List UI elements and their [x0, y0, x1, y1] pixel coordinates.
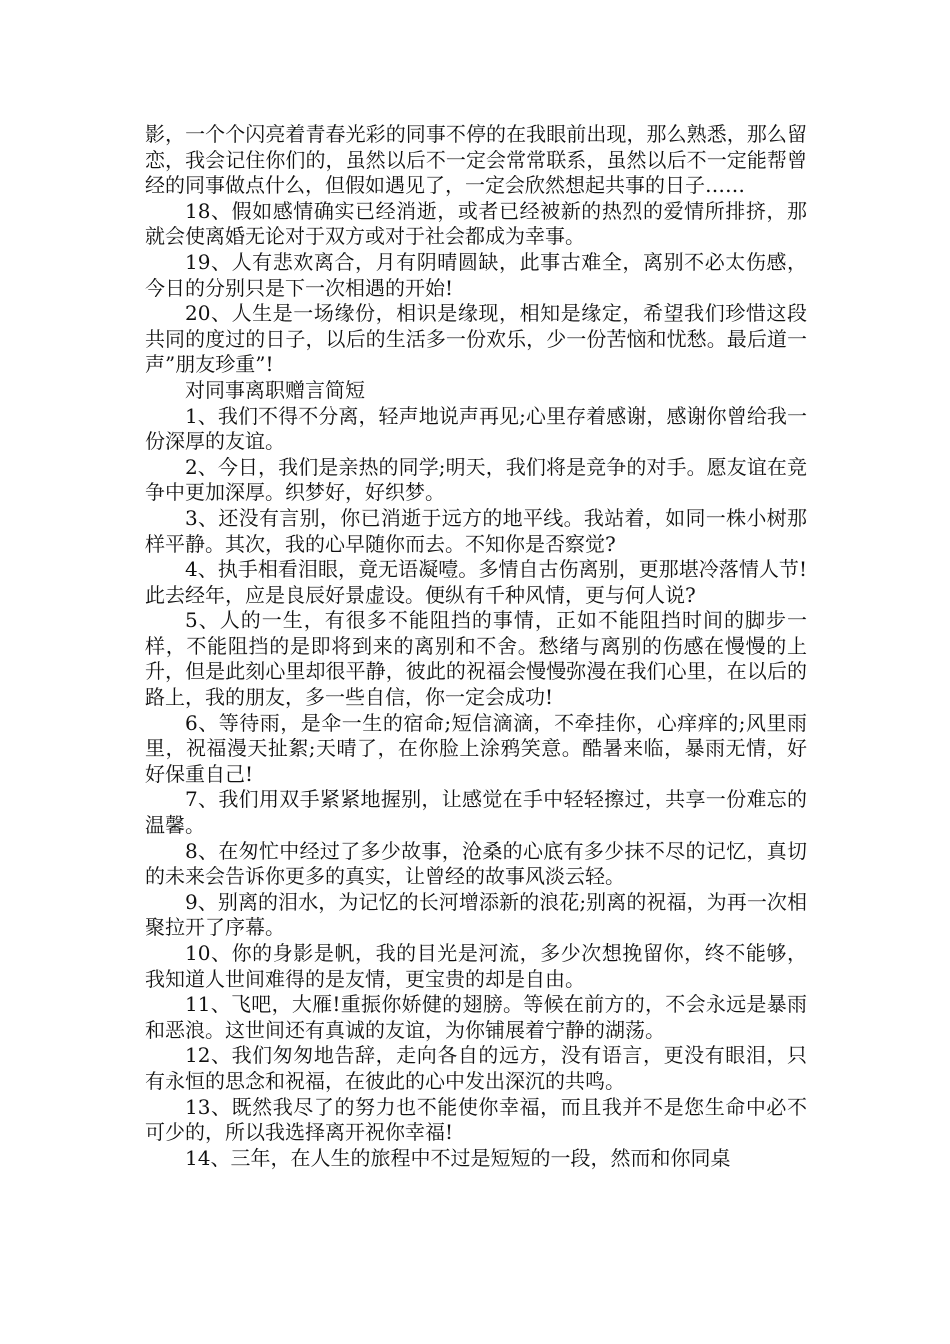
paragraph-14: 14、三年，在人生的旅程中不过是短短的一段，然而和你同桌 [185, 1145, 731, 1170]
paragraph-10: 10、你的身影是帆，我的目光是河流，多少次想挽留你，终不能够，我知道人世间难得的是友情，更宝贵的却是自由。 [145, 941, 807, 991]
paragraph-8: 8、在匆忙中经过了多少故事，沧桑的心底有多少抹不尽的记忆，真切的未来会告诉你更多的真实，让曾经的故事风淡云轻。 [145, 838, 807, 889]
paragraph-4: 4、执手相看泪眼，竟无语凝噎。多情自古伤离别，更那堪冷落情人节!此去经年，应是良辰好景虚设。便纵有千种风情，更与何人说? [145, 557, 807, 607]
paragraph-9: 9、别离的泪水，为记忆的长河增添新的浪花;别离的祝福，为再一次相聚拉开了序幕。 [145, 889, 807, 940]
paragraph-5: 5、人的一生，有很多不能阻挡的事情，正如不能阻挡时间的脚步一样，不能阻挡的是即将到来的离别和不舍。愁绪与离别的伤感在慢慢的上升，但是此刻心里却很平静，彼此的祝福会慢慢弥漫在我们心里，在以后的路上，我的朋友，多一些自信，你一定会成功! [145, 608, 807, 710]
paragraph-12: 12、我们匆匆地告辞，走向各自的远方，没有语言，更没有眼泪，只有永恒的思念和祝福，在彼此的心中发出深沉的共鸣。 [145, 1043, 807, 1093]
paragraph-18: 18、假如感情确实已经消逝，或者已经被新的热烈的爱情所排挤，那就会使离婚无论对于双方或对于社会都成为幸事。 [145, 198, 807, 249]
section-heading: 对同事离职赠言简短 [185, 377, 365, 402]
document-body [145, 122, 807, 1171]
paragraph-7: 7、我们用双手紧紧地握别，让感觉在手中轻轻擦过，共享一份难忘的温馨。 [145, 787, 807, 838]
paragraph-continued: 影，一个个闪亮着青春光彩的同事不停的在我眼前出现，那么熟悉，那么留恋，我会记住你们的，虽然以后不一定会常常联系，虽然以后不一定能帮曾经的同事做点什么，但假如遇见了，一定会欣然想起共事的日子…… [145, 122, 807, 198]
paragraph-11: 11、飞吧，大雁!重振你娇健的翅膀。等候在前方的，不会永远是暴雨和恶浪。这世间还有真诚的友谊，为你铺展着宁静的湖荡。 [145, 992, 807, 1042]
paragraph-6: 6、等待雨，是伞一生的宿命;短信滴滴，不牵挂你，心痒痒的;风里雨里，祝福漫天扯絮;天晴了，在你脸上涂鸦笑意。酷暑来临，暴雨无情，好好保重自己! [145, 710, 807, 786]
paragraph-13: 13、既然我尽了的努力也不能使你幸福，而且我并不是您生命中必不可少的，所以我选择离开祝你幸福! [145, 1094, 807, 1145]
paragraph-1: 1、我们不得不分离，轻声地说声再见;心里存着感谢，感谢你曾给我一份深厚的友谊。 [145, 403, 807, 454]
paragraph-2: 2、今日，我们是亲热的同学;明天，我们将是竞争的对手。愿友谊在竞争中更加深厚。织梦好，好织梦。 [145, 454, 807, 505]
paragraph-19: 19、人有悲欢离合，月有阴晴圆缺，此事古难全，离别不必太伤感，今日的分别只是下一次相遇的开始! [145, 249, 807, 300]
paragraph-20: 20、人生是一场缘份，相识是缘现，相知是缘定，希望我们珍惜这段共同的度过的日子，以后的生活多一份欢乐，少一份苦恼和忧愁。最后道一声”朋友珍重”! [145, 301, 807, 377]
paragraph-3: 3、还没有言别，你已消逝于远方的地平线。我站着，如同一株小树那样平静。其次，我的心早随你而去。不知你是否察觉? [145, 505, 807, 556]
